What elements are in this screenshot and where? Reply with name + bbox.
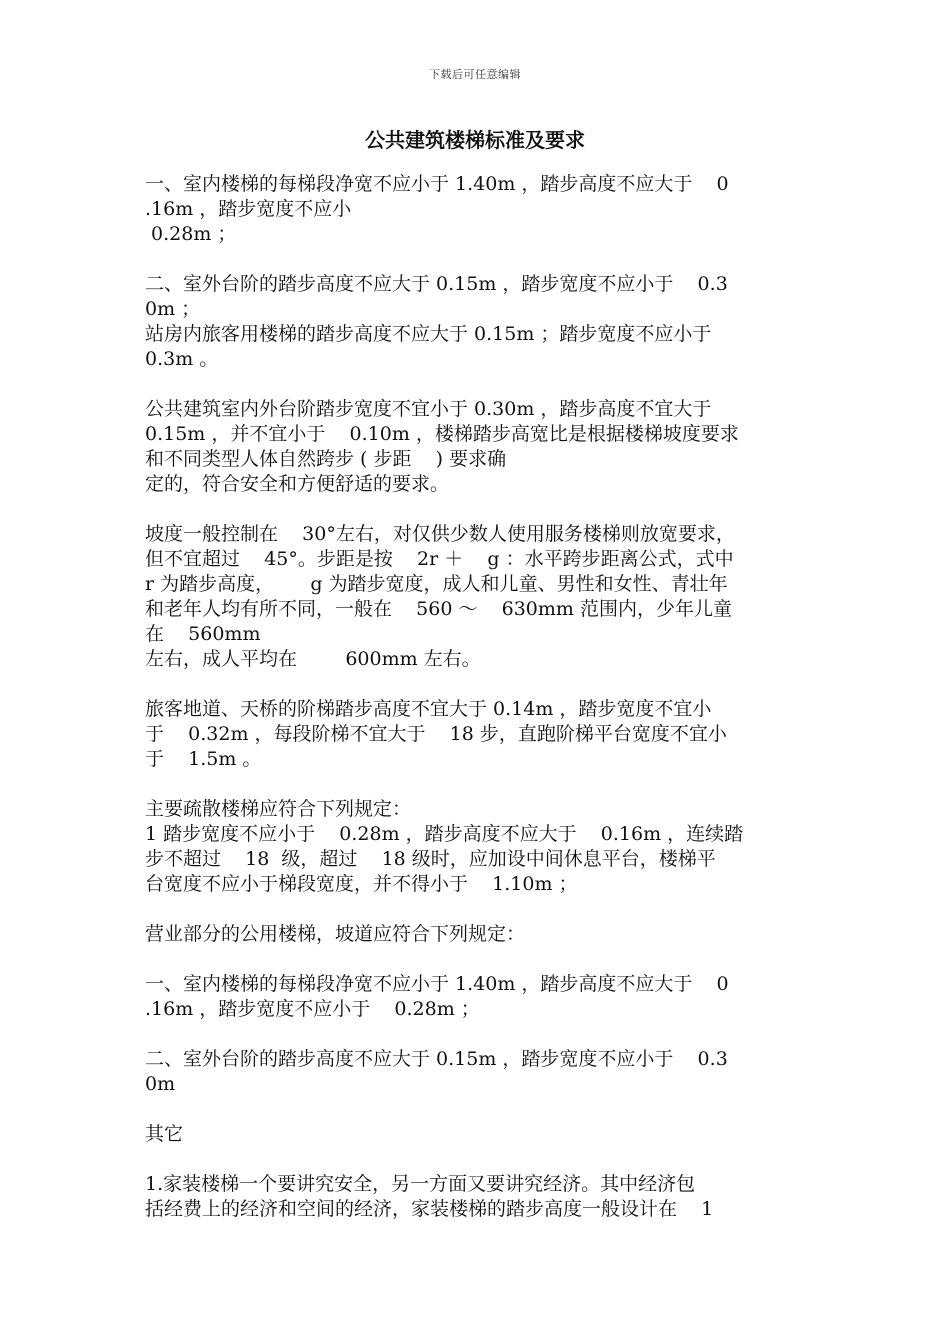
text-line: 于 1.5m 。 [145,748,262,770]
document-body [145,172,813,1247]
text-line: 和老年人均有所不同，一般在 560 ～ 630mm 范围内，少年儿童 [145,598,732,620]
paragraph-indoor-stairs [145,172,813,247]
text-line: 和不同类型人体自然跨步 ( 步距 ) 要求确 [145,448,507,470]
paragraph-home-stairs [145,1172,813,1222]
paragraph-business-area [145,922,813,947]
paragraph-others-heading [145,1122,813,1147]
paragraph-slope [145,522,813,672]
text-line: 0m ； [145,298,201,320]
text-line: 在 560mm [145,623,261,645]
paragraph-indoor-stairs-repeat [145,972,813,1022]
paragraph-passenger-tunnel [145,697,813,772]
paragraph-outdoor-steps-repeat [145,1047,813,1097]
paragraph-outdoor-steps [145,272,813,372]
text-line: 二、室外台阶的踏步高度不应大于 0.15m ，踏步宽度不应小于 0.3 [145,273,728,295]
text-line: 0.3m 。 [145,348,219,370]
text-line: 一、室内楼梯的每梯段净宽不应小于 1.40m ，踏步高度不应大于 0 [145,173,729,195]
text-line: 0.28m ； [145,223,237,245]
text-line: 二、室外台阶的踏步高度不应大于 0.15m ，踏步宽度不应小于 0.3 [145,1048,728,1070]
text-line: 其它 [145,1123,184,1145]
text-line: 站房内旅客用楼梯的踏步高度不应大于 0.15m ；踏步宽度不应小于 [145,323,712,345]
text-line: 0.15m ，并不宜小于 0.10m ，楼梯踏步高宽比是根据楼梯坡度要求 [145,423,739,445]
header-note: 下载后可任意编辑 [429,68,521,81]
text-line: .16m ，踏步宽度不应小 [145,198,352,220]
text-line: 括经费上的经济和空间的经济，家装楼梯的踏步高度一般设计在 1 [145,1198,714,1220]
text-line: 主要疏散楼梯应符合下列规定： [145,798,412,820]
text-line: 步不超过 18 级，超过 18 级时，应加设中间休息平台，楼梯平 [145,848,716,870]
text-line: 坡度一般控制在 30°左右，对仅供少数人使用服务楼梯则放宽要求， [145,523,735,545]
text-line: 公共建筑室内外台阶踏步宽度不宜小于 0.30m ，踏步高度不宜大于 [145,398,712,420]
text-line: 旅客地道、天桥的阶梯踏步高度不宜大于 0.14m ，踏步宽度不宜小 [145,698,712,720]
text-line: 1.家装楼梯一个要讲究安全，另一方面又要讲究经济。其中经济包 [145,1173,696,1195]
text-line: 但不宜超过 45°。步距是按 2r ＋ g ：水平跨步距离公式，式中 [145,548,734,570]
paragraph-evacuation-stairs [145,797,813,897]
text-line: 左右，成人平均在 600mm 左右。 [145,648,481,670]
text-line: 0m [145,1073,176,1095]
text-line: r 为踏步高度， g 为踏步宽度，成人和儿童、男性和女性、青壮年 [145,573,728,595]
text-line: 定的，符合安全和方便舒适的要求。 [145,473,450,495]
document-title: 公共建筑楼梯标准及要求 [365,128,585,152]
text-line: 一、室内楼梯的每梯段净宽不应小于 1.40m ，踏步高度不应大于 0 [145,973,729,995]
paragraph-public-building-steps [145,397,813,497]
text-line: 于 0.32m ，每段阶梯不宜大于 18 步，直跑阶梯平台宽度不宜小 [145,723,727,745]
text-line: 1 踏步宽度不应小于 0.28m ，踏步高度不应大于 0.16m ，连续踏 [145,823,744,845]
text-line: 台宽度不应小于梯段宽度，并不得小于 1.10m ； [145,873,578,895]
text-line: .16m ，踏步宽度不应小于 0.28m ； [145,998,480,1020]
text-line: 营业部分的公用楼梯，坡道应符合下列规定： [145,923,526,945]
